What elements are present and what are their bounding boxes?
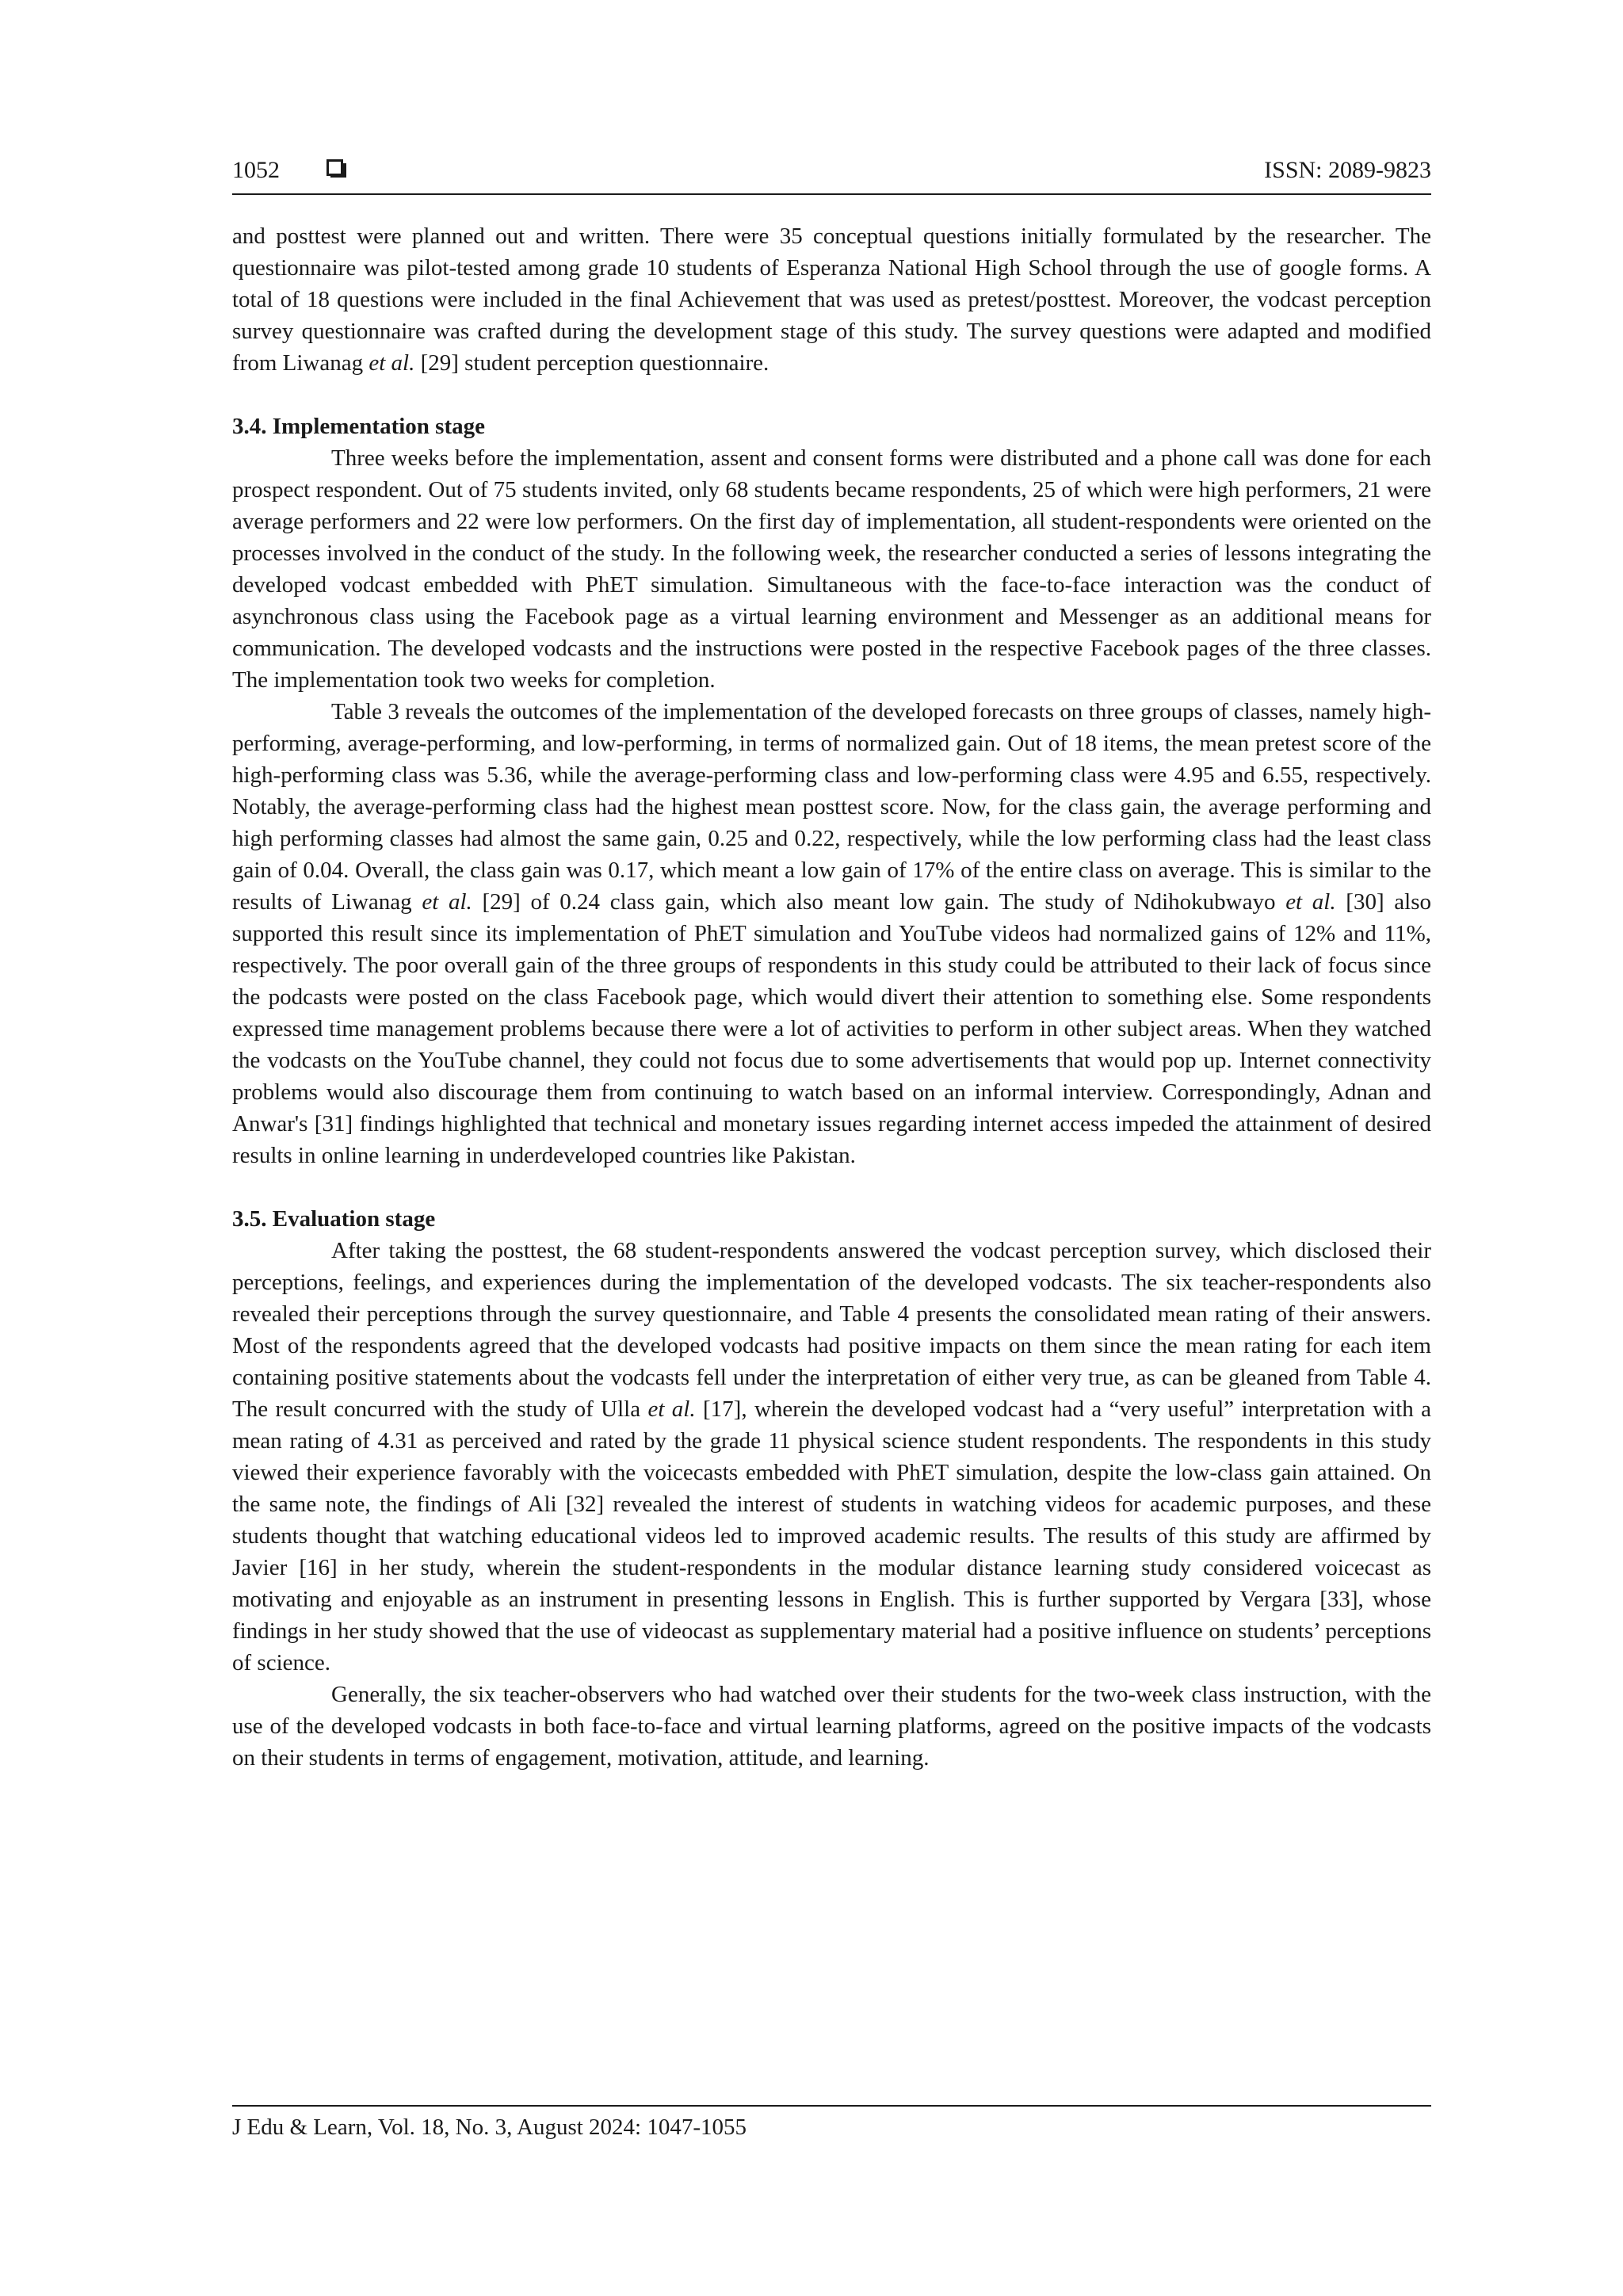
paragraph-intro: and posttest were planned out and written. There were 35 conceptual questions initially formulated by the researcher. The questionnaire was pilot-tested among grade 10 students of Esperanza National High School through the use of google forms. A total of 18 questions were included in the final Achievement that was used as pretest/posttest. Moreover, the vodcast perception survey questionnaire was crafted during the development stage of this study. The survey questions were adapted and modified from Liwanag et al. [29] student perception questionnaire. bbox=[232, 223, 1431, 376]
section-gap bbox=[232, 1171, 1431, 1203]
section-gap bbox=[232, 379, 1431, 411]
footer-divider bbox=[232, 2105, 1431, 2107]
header-divider bbox=[232, 193, 1431, 195]
paragraph-evaluation-1: After taking the posttest, the 68 student-respondents answered the vodcast perception survey, which disclosed their perceptions, feelings, and experiences during the implementation of the developed vodcasts. The six teacher-respondents also revealed their perceptions through the survey questionnaire, and Table 4 presents the consolidated mean rating of their answers. Most of the respondents agreed that the developed vodcasts had positive impacts on them since the mean rating for each item containing positive statements about the vodcasts fell under the interpretation of either very true, as can be gleaned from Table 4. The result concurred with the study of Ulla et al. [17], wherein the developed vodcast had a “very useful” interpretation with a mean rating of 4.31 as perceived and rated by the grade 11 physical science student respondents. The respondents in this study viewed their experience favorably with the voicecasts embedded with PhET simulation, despite the low-class gain attained. On the same note, the findings of Ali [32] revealed the interest of students in watching videos for academic purposes, and these students thought that watching educational videos led to improved academic results. The results of this study are affirmed by Javier [16] in her study, wherein the student-respondents in the modular distance learning study considered voicecast as motivating and enjoyable as an instrument in presenting lessons in English. This is further supported by Vergara [33], whose findings in her study showed that the use of videocast as supplementary material had a positive influence on students’ perceptions of science. bbox=[232, 1238, 1431, 1675]
paragraph-implementation-1: Three weeks before the implementation, assent and consent forms were distributed and a phone call was done for each prospect respondent. Out of 75 students invited, only 68 students became respondents, 25 of which were high performers, 21 were average performers and 22 were low performers. On the first day of implementation, all student-respondents were oriented on the processes involved in the conduct of the study. In the following week, the researcher conducted a series of lessons integrating the developed vodcast embedded with PhET simulation. Simultaneous with the face-to-face interaction was the conduct of asynchronous class using the Facebook page as a virtual learning environment and Messenger as an additional means for communication. The developed vodcasts and the instructions were posted in the respective Facebook pages of the three classes. The implementation took two weeks for completion. bbox=[232, 445, 1431, 693]
page-number: 1052 bbox=[232, 157, 280, 183]
footer-citation: J Edu & Learn, Vol. 18, No. 3, August 2024: 1047-1055 bbox=[232, 2115, 747, 2140]
page-header bbox=[232, 155, 1431, 195]
article-body bbox=[232, 220, 1431, 1774]
square-box-icon bbox=[327, 159, 347, 178]
section-heading-evaluation: 3.5. Evaluation stage bbox=[232, 1206, 436, 1232]
section-heading-implementation: 3.4. Implementation stage bbox=[232, 414, 485, 439]
paragraph-implementation-2: Table 3 reveals the outcomes of the implementation of the developed forecasts on three groups of classes, namely high-performing, average-performing, and low-performing, in terms of normalized gain. Out of 18 items, the mean pretest score of the high-performing class was 5.36, while the average-performing class and low-performing class were 4.95 and 6.55, respectively. Notably, the average-performing class had the highest mean posttest score. Now, for the class gain, the average performing and high performing classes had almost the same gain, 0.25 and 0.22, respectively, while the low performing class had the least class gain of 0.04. Overall, the class gain was 0.17, which meant a low gain of 17% of the entire class on average. This is similar to the results of Liwanag et al. [29] of 0.24 class gain, which also meant low gain. The study of Ndihokubwayo et al. [30] also supported this result since its implementation of PhET simulation and YouTube videos had normalized gains of 12% and 11%, respectively. The poor overall gain of the three groups of respondents in this study could be attributed to their lack of focus since the podcasts were posted on the class Facebook page, which would divert their attention to something else. Some respondents expressed time management problems because there were a lot of activities to perform in other subject areas. When they watched the vodcasts on the YouTube channel, they could not focus due to some advertisements that would pop up. Internet connectivity problems would also discourage them from continuing to watch based on an informal interview. Correspondingly, Adnan and Anwar's [31] findings highlighted that technical and monetary issues regarding internet access impeded the attainment of desired results in online learning in underdeveloped countries like Pakistan. bbox=[232, 699, 1431, 1168]
issn-label: ISSN: 2089-9823 bbox=[1264, 157, 1431, 183]
paragraph-evaluation-2: Generally, the six teacher-observers who had watched over their students for the two-week class instruction, with the use of the developed vodcasts in both face-to-face and virtual learning platforms, agreed on the positive impacts of the vodcasts on their students in terms of engagement, motivation, attitude, and learning. bbox=[232, 1682, 1431, 1771]
